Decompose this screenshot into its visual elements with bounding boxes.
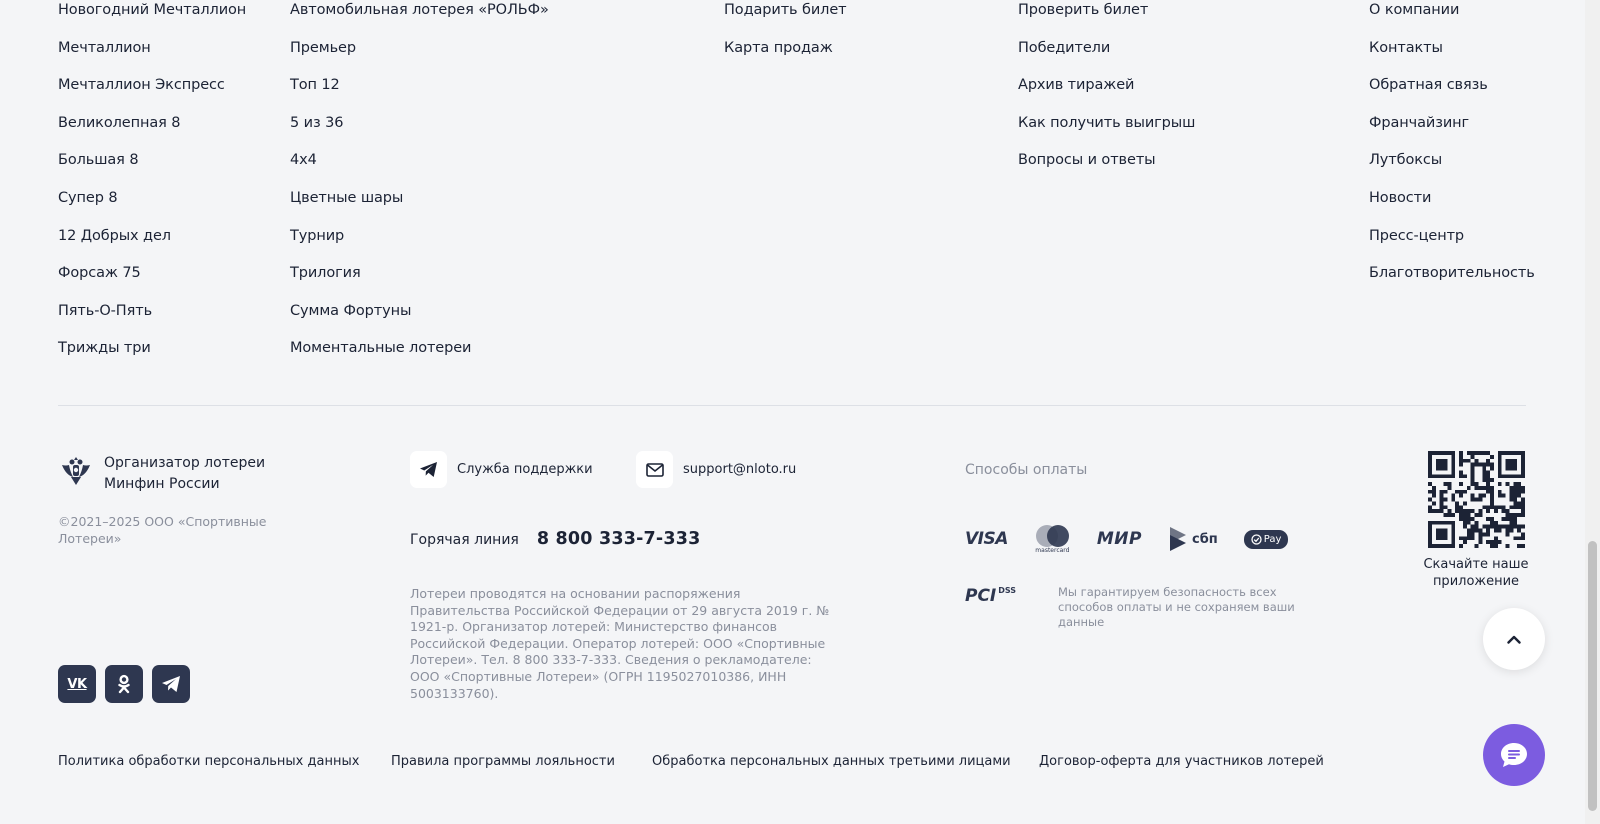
pci-dss-icon bbox=[965, 586, 1016, 606]
app-caption: Скачайте наше приложение bbox=[1423, 557, 1529, 589]
footer-link[interactable]: Контакты bbox=[1369, 39, 1443, 56]
chevron-up-icon bbox=[1507, 635, 1521, 644]
mir-wordmark: МИР bbox=[1096, 529, 1142, 549]
vk-glyph: VK bbox=[67, 676, 87, 692]
footer-link[interactable]: Вопросы и ответы bbox=[1018, 152, 1156, 169]
tickets-column bbox=[724, 0, 847, 67]
organizer-label: Организатор лотереи bbox=[104, 455, 266, 471]
support-chat-link[interactable] bbox=[410, 451, 593, 488]
visa-wordmark: VISA bbox=[965, 529, 1008, 549]
mastercard-wordmark: mastercard bbox=[1035, 547, 1070, 554]
hotline bbox=[410, 529, 701, 549]
chat-icon bbox=[1500, 742, 1528, 768]
footer-link[interactable]: Обратная связь bbox=[1369, 77, 1488, 94]
hotline-number[interactable]: 8 800 333-7-333 bbox=[536, 529, 701, 549]
third-party-data-link[interactable]: Обработка персональных данных третьими лицами bbox=[652, 754, 1011, 769]
footer-link[interactable]: Подарить билет bbox=[724, 2, 847, 18]
lotteries-column-1 bbox=[58, 0, 246, 368]
page-scrollbar[interactable] bbox=[1585, 0, 1600, 824]
support-email-link[interactable] bbox=[636, 451, 796, 488]
vk-icon[interactable] bbox=[58, 665, 96, 703]
telegram-icon bbox=[410, 451, 447, 488]
dss-wordmark: DSS bbox=[998, 586, 1017, 595]
footer-link[interactable]: 5 из 36 bbox=[290, 114, 344, 131]
footer-link[interactable]: О компании bbox=[1369, 2, 1460, 18]
company-column bbox=[1369, 0, 1535, 293]
footer-link[interactable]: 4x4 bbox=[290, 152, 317, 169]
scrollbar-thumb[interactable] bbox=[1588, 541, 1597, 811]
footer-link[interactable]: Как получить выигрыш bbox=[1018, 114, 1196, 131]
chat-button[interactable] bbox=[1483, 724, 1545, 786]
footer-link[interactable]: Новогодний Мечталлион bbox=[58, 2, 247, 18]
footer-link[interactable]: Премьер bbox=[290, 39, 356, 56]
support-label: Служба поддержки bbox=[457, 462, 593, 477]
eagle-emblem-icon bbox=[58, 453, 94, 489]
footer-link[interactable]: Новости bbox=[1369, 189, 1432, 206]
scroll-to-top-button[interactable] bbox=[1483, 608, 1545, 670]
footer-link[interactable]: Карта продаж bbox=[724, 39, 833, 56]
offer-agreement-link[interactable]: Договор-оферта для участников лотерей bbox=[1039, 754, 1324, 769]
ok-icon[interactable] bbox=[105, 665, 143, 703]
mir-icon bbox=[1097, 529, 1142, 549]
sbp-icon bbox=[1168, 526, 1218, 552]
footer-link[interactable]: Благотворительность bbox=[1369, 265, 1535, 282]
pci-wordmark: PCI bbox=[965, 586, 997, 606]
social-links bbox=[58, 665, 190, 703]
footer-link[interactable]: Моментальные лотереи bbox=[290, 340, 472, 357]
footer-link[interactable]: 12 Добрых дел bbox=[58, 227, 171, 244]
footer-link[interactable]: Супер 8 bbox=[58, 189, 118, 206]
footer-link[interactable]: Цветные шары bbox=[290, 189, 404, 206]
mail-icon bbox=[636, 451, 673, 488]
pay-wordmark: Pay bbox=[1263, 533, 1282, 545]
mastercard-icon bbox=[1034, 524, 1071, 554]
footer-link[interactable]: Форсаж 75 bbox=[58, 265, 141, 282]
security-note: Мы гарантируем безопасность всех способов оплаты и не сохраняем ваши данные bbox=[1058, 585, 1295, 629]
payment-logos bbox=[965, 524, 1314, 554]
privacy-policy-link[interactable]: Политика обработки персональных данных bbox=[58, 754, 360, 769]
payment-title: Способы оплаты bbox=[965, 462, 1088, 478]
lotteries-column-2 bbox=[290, 0, 549, 368]
footer-link[interactable]: Архив тиражей bbox=[1018, 77, 1135, 94]
copyright-text: ©2021–2025 ООО «Спортивные Лотереи» bbox=[58, 514, 267, 546]
footer-link[interactable]: Пять-О-Пять bbox=[58, 302, 153, 319]
footer-link[interactable]: Автомобильная лотерея «РОЛЬФ» bbox=[290, 2, 549, 18]
footer-link[interactable]: Турнир bbox=[290, 227, 345, 244]
footer-link[interactable]: Трижды три bbox=[58, 340, 151, 357]
footer-link[interactable]: Мечталлион Экспресс bbox=[58, 77, 225, 94]
footer-divider bbox=[58, 405, 1526, 406]
footer-link[interactable]: Топ 12 bbox=[290, 77, 340, 94]
footer-link[interactable]: Пресс-центр bbox=[1369, 227, 1465, 244]
footer-link[interactable]: Проверить билет bbox=[1018, 2, 1149, 18]
organizer-block bbox=[58, 453, 265, 495]
footer-link[interactable]: Франчайзинг bbox=[1369, 114, 1470, 131]
footer-link[interactable]: Трилогия bbox=[290, 265, 361, 282]
footer-link[interactable]: Победители bbox=[1018, 39, 1111, 56]
pay-icon bbox=[1244, 530, 1289, 549]
hotline-label: Горячая линия bbox=[410, 532, 519, 548]
loyalty-rules-link[interactable]: Правила программы лояльности bbox=[391, 754, 615, 769]
sbp-wordmark: сбп bbox=[1192, 531, 1218, 547]
telegram-icon[interactable] bbox=[152, 665, 190, 703]
organizer-name: Минфин России bbox=[104, 476, 220, 492]
footer-link[interactable]: Великолепная 8 bbox=[58, 114, 181, 131]
footer-link[interactable]: Мечталлион bbox=[58, 39, 151, 56]
footer-link[interactable]: Сумма Фортуны bbox=[290, 302, 412, 319]
visa-icon bbox=[965, 529, 1008, 549]
footer-link[interactable]: Лутбоксы bbox=[1369, 152, 1443, 169]
footer-link[interactable]: Большая 8 bbox=[58, 152, 139, 169]
support-email: support@nloto.ru bbox=[683, 462, 797, 477]
app-qr-code[interactable] bbox=[1428, 451, 1525, 548]
help-column bbox=[1018, 0, 1195, 180]
legal-text: Лотереи проводятся на основании распоряжения Правительства Российской Федерации от 29 августа 2019 г. № 1921-р. Организатор лотерей: Министерство финансов Российской Федерации. Оператор лотерей: ООО «Спортивные Лотереи». Тел. 8 800 333-7-333. Сведения о рекламодателе: ООО «Спортивные Лотереи» (ОГРН 1195027010386, ИНН 5003133760). bbox=[410, 586, 830, 701]
